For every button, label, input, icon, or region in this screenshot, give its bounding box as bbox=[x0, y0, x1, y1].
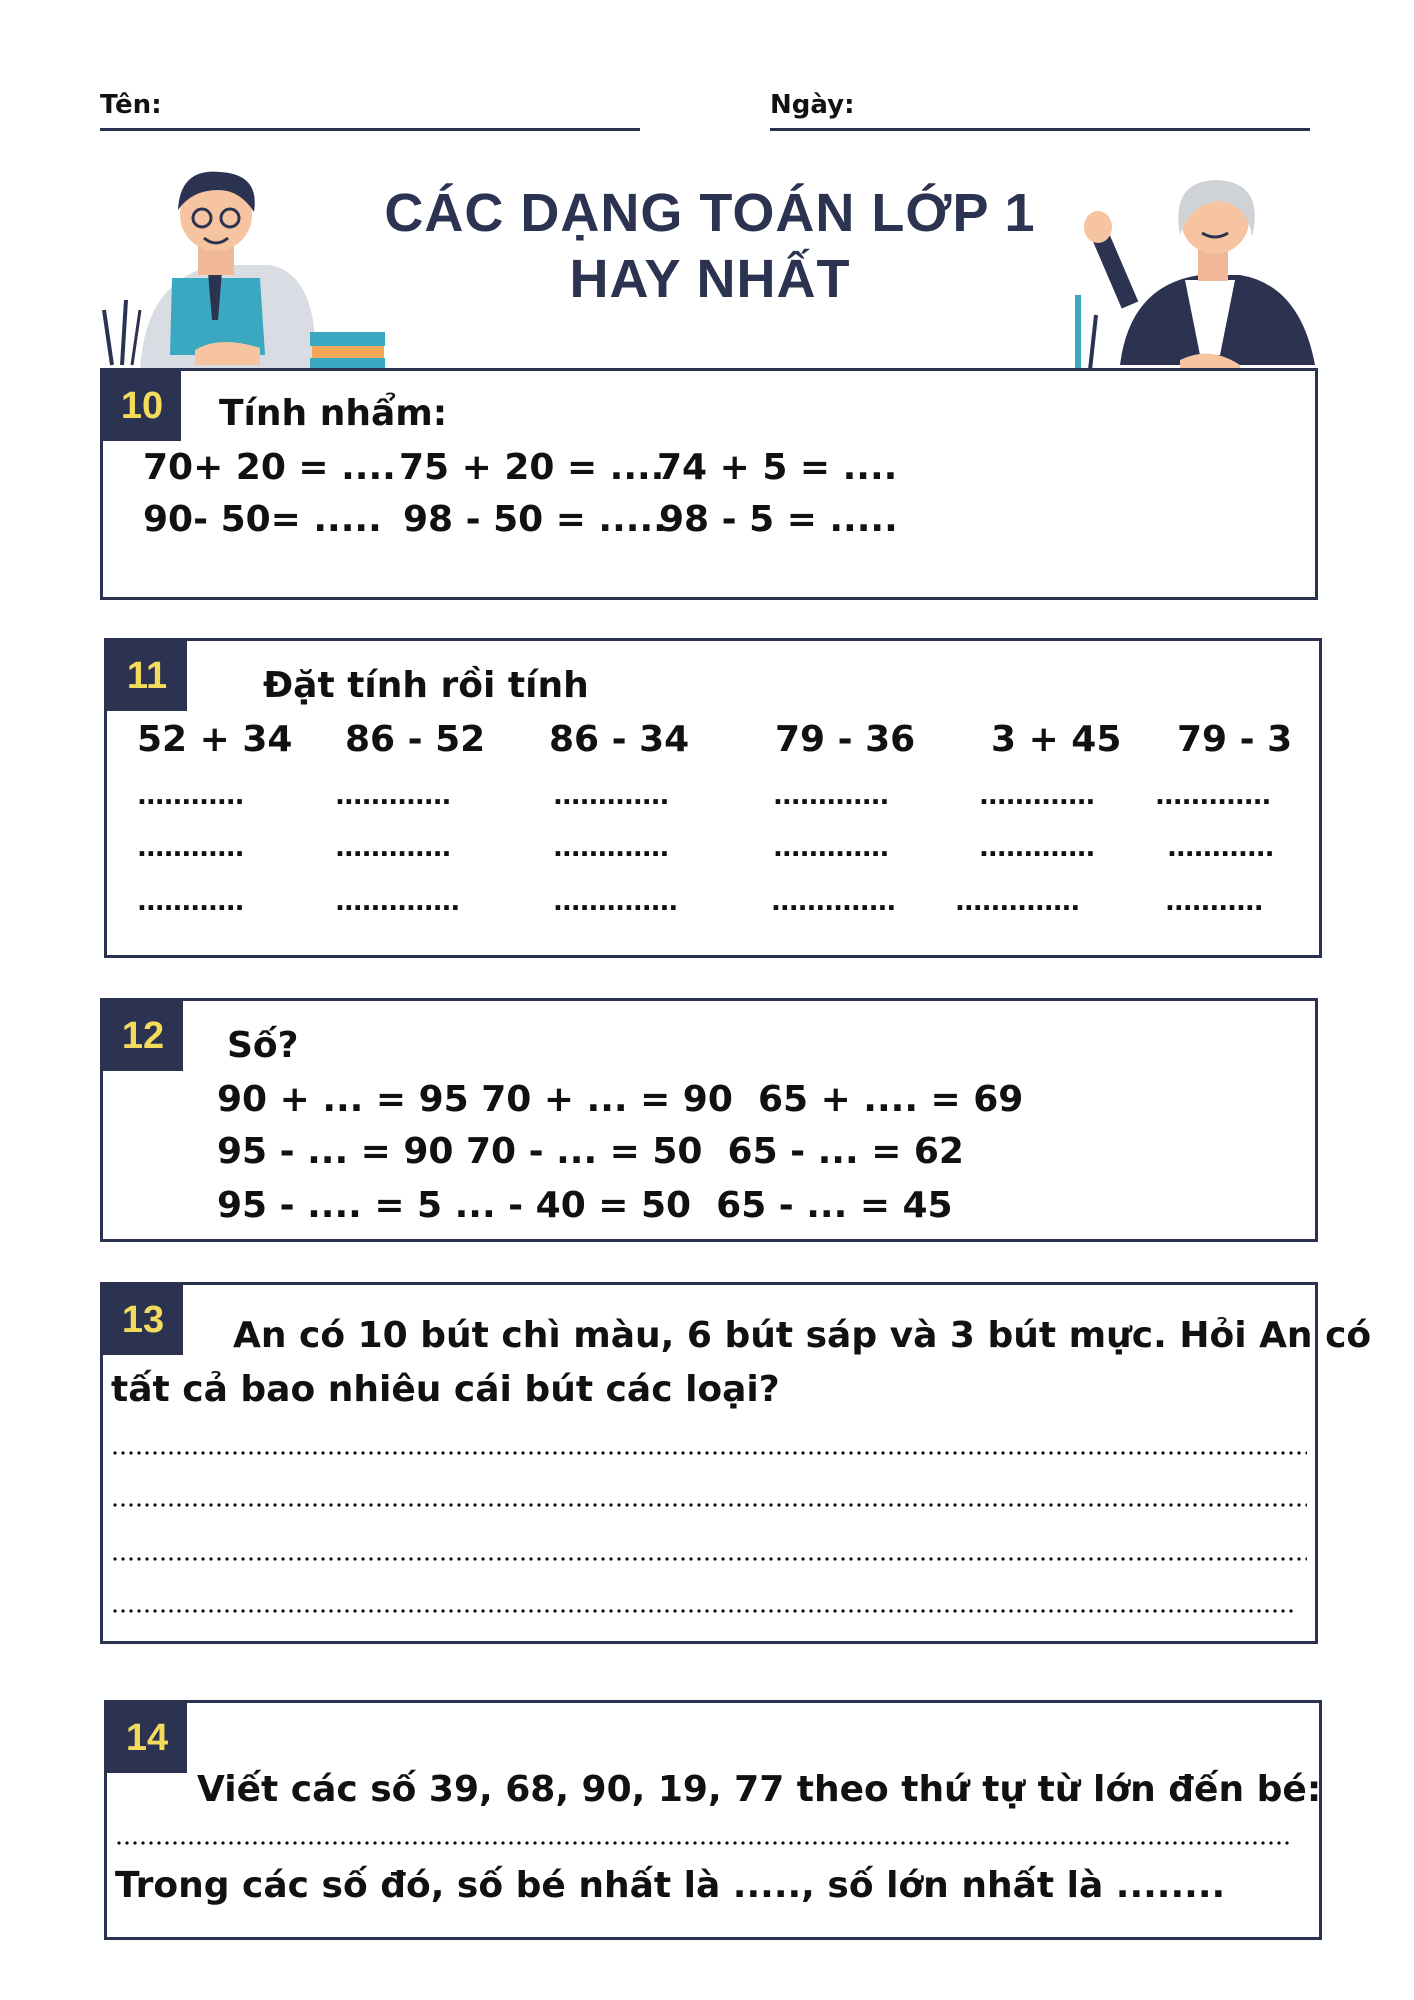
answer-line[interactable] bbox=[111, 1609, 1295, 1613]
problem-label: 86 - 34 bbox=[549, 719, 690, 760]
answer-dots[interactable]: .............. bbox=[771, 887, 896, 917]
male-teacher-illustration bbox=[100, 160, 390, 370]
answer-line[interactable] bbox=[115, 1841, 1291, 1845]
answer-dots[interactable]: ............ bbox=[1167, 833, 1274, 863]
date-line[interactable] bbox=[770, 128, 1310, 131]
fill-row: 95 - .... = 5 ... - 40 = 50 65 - ... = 45 bbox=[217, 1185, 953, 1226]
page-title bbox=[330, 180, 1090, 312]
calc-item: 90- 50= ..... bbox=[143, 499, 382, 540]
answer-dots[interactable]: ............. bbox=[773, 833, 889, 863]
exercise-12-box bbox=[100, 998, 1318, 1242]
answer-dots[interactable]: .............. bbox=[553, 887, 678, 917]
calc-item: 74 + 5 = .... bbox=[657, 447, 898, 488]
answer-line[interactable] bbox=[111, 1451, 1307, 1455]
answer-dots[interactable]: .............. bbox=[335, 887, 460, 917]
answer-dots[interactable]: .............. bbox=[955, 887, 1080, 917]
answer-line[interactable] bbox=[111, 1503, 1307, 1507]
fill-row: 95 - ... = 90 70 - ... = 50 65 - ... = 62 bbox=[217, 1131, 964, 1172]
female-teacher-illustration bbox=[1060, 175, 1320, 375]
answer-dots[interactable]: ............. bbox=[1155, 781, 1271, 811]
exercise-number-badge: 14 bbox=[107, 1703, 187, 1773]
instruction-line: Viết các số 39, 68, 90, 19, 77 theo thứ tự từ lớn đến bé: bbox=[197, 1769, 1322, 1810]
answer-dots[interactable]: ............. bbox=[335, 833, 451, 863]
exercise-heading: Số? bbox=[227, 1025, 299, 1066]
exercise-heading: Đặt tính rồi tính bbox=[263, 665, 589, 706]
calc-item: 98 - 5 = ..... bbox=[659, 499, 898, 540]
exercise-11-box bbox=[104, 638, 1322, 958]
answer-dots[interactable]: ........... bbox=[1165, 887, 1263, 917]
name-line[interactable] bbox=[100, 128, 640, 131]
fill-row: 90 + ... = 95 70 + ... = 90 65 + .... = 69 bbox=[217, 1079, 1024, 1120]
title-line-2: HAY NHẤT bbox=[569, 249, 851, 309]
exercise-10-box bbox=[100, 368, 1318, 600]
title-line-1: CÁC DẠNG TOÁN LỚP 1 bbox=[384, 183, 1036, 243]
exercise-heading: Tính nhẩm: bbox=[219, 393, 448, 434]
date-label: Ngày: bbox=[770, 90, 855, 120]
problem-label: 52 + 34 bbox=[137, 719, 293, 760]
answer-dots[interactable]: ............. bbox=[553, 781, 669, 811]
word-problem-line: tất cả bao nhiêu cái bút các loại? bbox=[111, 1369, 780, 1410]
instruction-line: Trong các số đó, số bé nhất là ....., số lớn nhất là ........ bbox=[115, 1865, 1226, 1906]
exercise-14-box bbox=[104, 1700, 1322, 1940]
exercise-number-badge: 10 bbox=[103, 371, 181, 441]
problem-label: 79 - 3 bbox=[1177, 719, 1293, 760]
answer-dots[interactable]: ............. bbox=[773, 781, 889, 811]
name-label: Tên: bbox=[100, 90, 162, 120]
calc-item: 70+ 20 = .... bbox=[143, 447, 396, 488]
answer-line[interactable] bbox=[111, 1557, 1307, 1561]
answer-dots[interactable]: ............. bbox=[979, 833, 1095, 863]
answer-dots[interactable]: ............. bbox=[335, 781, 451, 811]
calc-item: 75 + 20 = .... bbox=[399, 447, 665, 488]
answer-dots[interactable]: ............ bbox=[137, 781, 244, 811]
answer-dots[interactable]: ............ bbox=[137, 833, 244, 863]
word-problem-line: An có 10 bút chì màu, 6 bút sáp và 3 bút mực. Hỏi An có bbox=[233, 1315, 1372, 1356]
exercise-13-box bbox=[100, 1282, 1372, 1644]
problem-label: 86 - 52 bbox=[345, 719, 486, 760]
answer-dots[interactable]: ............. bbox=[979, 781, 1095, 811]
answer-dots[interactable]: ............. bbox=[553, 833, 669, 863]
exercise-number-badge: 11 bbox=[107, 641, 187, 711]
problem-label: 3 + 45 bbox=[991, 719, 1122, 760]
answer-dots[interactable]: ............ bbox=[137, 887, 244, 917]
problem-label: 79 - 36 bbox=[775, 719, 916, 760]
exercise-number-badge: 13 bbox=[103, 1285, 183, 1355]
exercise-number-badge: 12 bbox=[103, 1001, 183, 1071]
calc-item: 98 - 50 = ..... bbox=[403, 499, 667, 540]
